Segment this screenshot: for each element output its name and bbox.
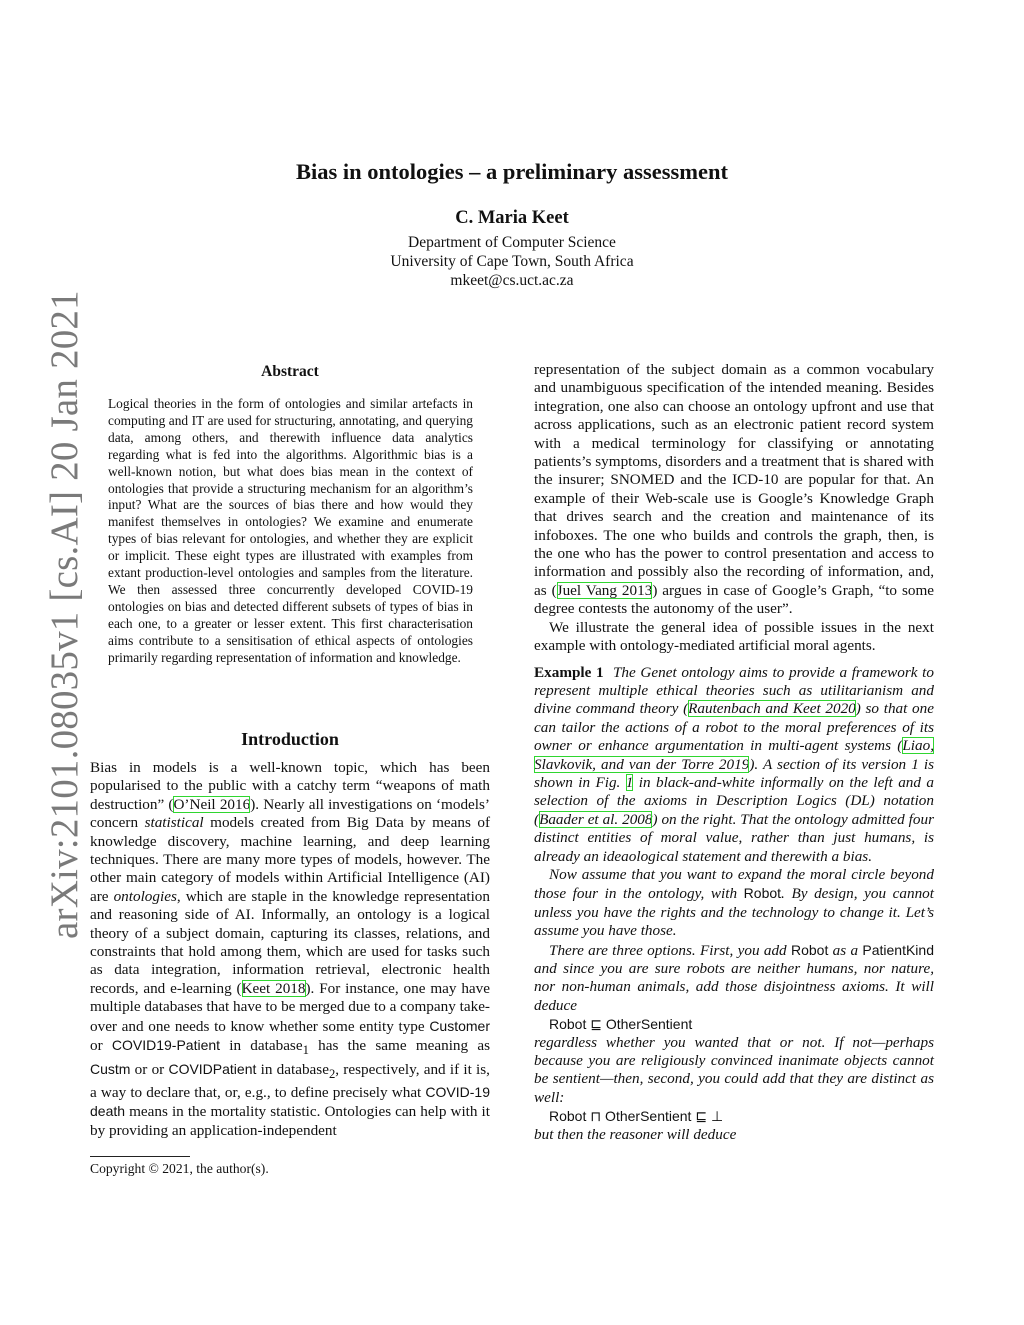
citation-link[interactable]: Liao, Slavkovik, and van der Torre 2019 [534, 737, 934, 773]
copyright-footnote: Copyright © 2021, the author(s). [90, 1161, 269, 1176]
dl-axiom: Robot ⊓ OtherSentient ⊑ ⊥ [549, 1108, 724, 1125]
footnote-rule [90, 1156, 190, 1157]
example-paragraph: Now assume that you want to expand the moral circle beyond those four in the ontology, with Robot. By design, you cannot unless you have the rights and the technology to change it. Let’s assume you have those. [534, 865, 934, 940]
author-name: C. Maria Keet [455, 208, 569, 228]
dl-axiom: Robot ⊑ OtherSentient [549, 1016, 693, 1033]
abstract-heading: Abstract [261, 363, 319, 380]
right-column-body [534, 361, 934, 1144]
introduction-heading: Introduction [241, 729, 339, 749]
author-email: mkeet@cs.uct.ac.za [450, 272, 574, 289]
citation-link[interactable]: Keet 2018 [241, 979, 306, 997]
author-department: Department of Computer Science [408, 234, 616, 251]
entity-name: COVID19-Patient [111, 1037, 221, 1054]
example-paragraph: regardless whether you wanted that or not. If not—perhaps because you are religiously convinced inanimate objects cannot be sentient—then, second, you could add that they are distinct as well: [534, 1033, 934, 1106]
citation-link[interactable]: Baader et al. 2008 [539, 810, 653, 828]
entity-name: Customer [429, 1017, 490, 1034]
introduction-paragraph: Bias in models is a well-known topic, which has been popularised to the public with a catchy term “weapons of math destruction” (O’Neil 2016). Nearly all investigations on ‘models’ concern statistical models created from Big Data by means of knowledge discovery, machine learning, and deep learning techniques. There are many more types of models, however. The other main category of models within Artificial Intelligence (AI) are ontologies, which are staple in the knowledge representation and reasoning side of AI. Informally, an ontology is a logical theory of a subject domain, capturing its classes, relations, and constraints that hold among them, which are used for tasks such as data integration, information retrieval, electronic health records, and e-learning (Keet 2018). For instance, one may have multiple databases that have to be merged due to a company take-over and one needs to know whether some entity type Customer or COVID19-Patient in database$_1$ has the same meaning as Custm or or COVIDPatient in database$_2$, respectively, and if it is, a way to declare that, or, e.g., to define precisely what COVID-19 death means in the mortality statistic. Ontologies can help with it by providing an application-independent [90, 759, 491, 1139]
author-university: University of Cape Town, South Africa [390, 253, 634, 270]
paper-title: Bias in ontologies – a preliminary assessment [295, 159, 729, 184]
citation-link[interactable]: O’Neil 2016 [173, 795, 251, 813]
figure-link[interactable]: 1 [625, 773, 634, 791]
citation-link[interactable]: Rautenbach and Keet 2020 [688, 700, 856, 718]
entity-name: Robot [790, 941, 829, 958]
arxiv-stamp: arXiv:2101.08035v1 [cs.AI] 20 Jan 2021 [43, 290, 86, 939]
introduction-body [90, 759, 490, 1140]
example-paragraph: There are three options. First, you add Robot as a PatientKind and since you are sure robots are neither humans, nor nature, nor non-human animals, add those disjointness axioms. It will deduce [534, 941, 934, 1014]
body-paragraph: We illustrate the general idea of possible issues in the next example with ontology-mediated artificial moral agents. [534, 618, 934, 655]
entity-name: COVID-19 death [90, 1083, 490, 1120]
entity-name: PatientKind [862, 941, 934, 958]
example-paragraph: but then the reasoner will deduce [534, 1125, 737, 1143]
citation-link[interactable]: Juel Vang 2013 [556, 581, 653, 599]
entity-name: Custm [90, 1060, 131, 1077]
example-1 [534, 664, 934, 1145]
abstract-text: Logical theories in the form of ontologies and similar artefacts in computing and IT are used for structuring, annotating, and querying data, among others, and therewith influence data analytics regarding what is fed into the algorithms. Algorithmic bias is a well-known notion, but what does bias mean in the context of ontologies that provide a structuring mechanism for an algorithm’s input? What are the sources of bias there and how would they manifest themselves in ontologies? We examine and enumerate types of bias relevant for ontologies, and whether they are explicit or implicit. These eight types are illustrated with examples from extant production-level ontologies and samples from the literature. We then assessed three concurrently developed COVID-19 ontologies on bias and detected different subsets of types of bias in each one, to a greater or lesser extent. This first characterisation aims contribute to a sensitisation of ethical aspects of ontologies primarily regarding representation of information and knowledge. [108, 396, 473, 665]
entity-name: COVIDPatient [168, 1060, 257, 1077]
entity-name: Robot [743, 885, 782, 902]
body-paragraph: representation of the subject domain as a common vocabulary and unambiguous specification of the intended meaning. Besides integration, one also can choose an ontology upfront and use that across applications, such as an electronic patient record system with a medical terminology for classifying or annotating patients’s symptoms, disorders and a treatment that is shared with the insurer; SNOMED and the ICD-10 are popular for that. An example of their Web-scale use is Google’s Knowledge Graph that drives search and the creation and maintenance of its infoboxes. The one who builds and controls the graph, then, is the one who has the power to control presentation and access to information and possibly also the recording of information, and, as (Juel Vang 2013) argues in case of Google’s Graph, “to some degree contests the autonomy of the user”. [534, 361, 934, 618]
example-paragraph: Example 1 The Genet ontology aims to provide a framework to represent multiple ethical theories such as utilitarianism and divine command theory (Rautenbach and Keet 2020) so that one can tailor the actions of a robot to the moral preferences of its owner or enhance argumentation in multi-agent systems (Liao, Slavkovik, and van der Torre 2019). A section of its version 1 is shown in Fig. 1 in black-and-white informally on the left and a selection of the axioms in Description Logics (DL) notation (Baader et al. 2008) on the right. That the ontology admitted four distinct entities of moral value, rather than just humans, is already an ideaological statement and therewith a bias. [534, 663, 935, 865]
example-label: Example 1 [534, 663, 604, 681]
